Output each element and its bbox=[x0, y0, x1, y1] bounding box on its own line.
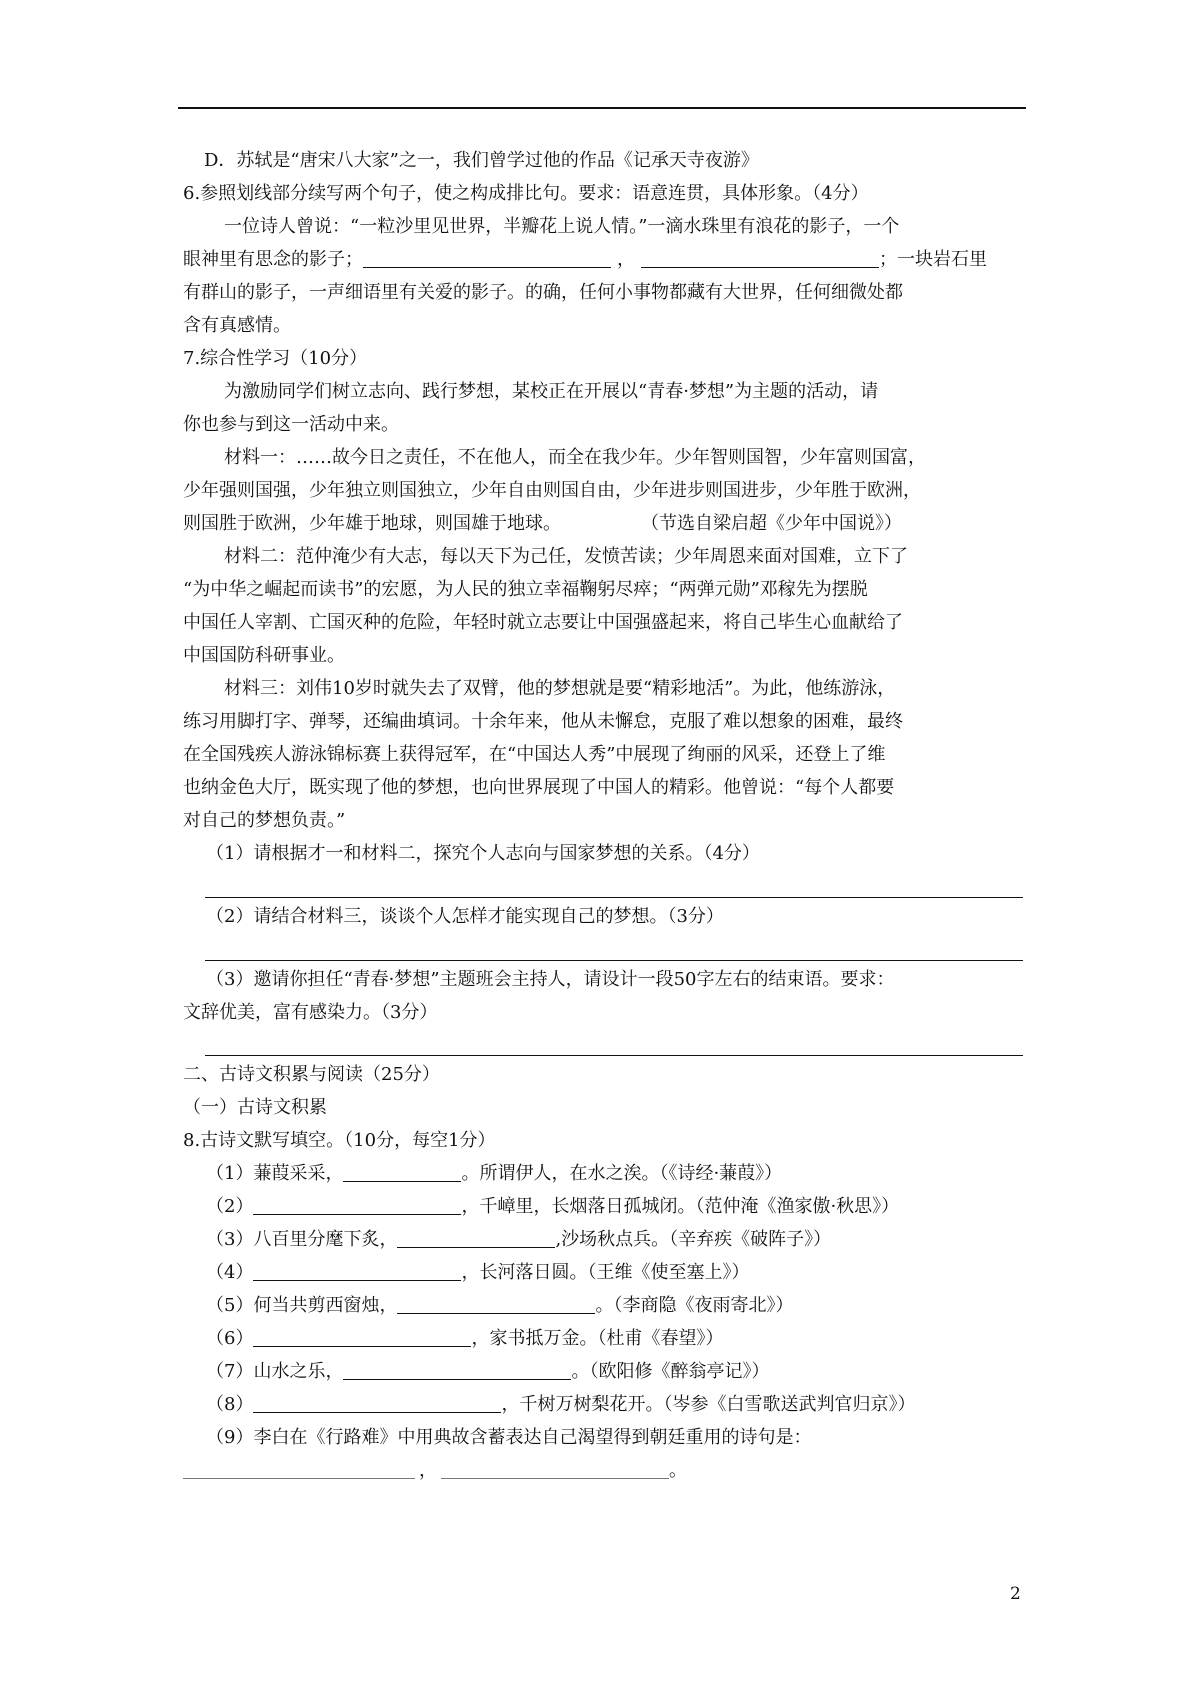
q8-item-4-start: （4） bbox=[206, 1262, 254, 1283]
q8-item-4-end: ，长河落日圆。（王维《使至塞上》） bbox=[461, 1262, 750, 1283]
q6-line2-start: 眼神里有思念的影子； bbox=[183, 249, 363, 270]
q7-sub3-line1: （3）邀请你担任“青春·梦想”主题班会主持人，请设计一段50字左右的结束语。要求： bbox=[206, 969, 895, 990]
section2-title: 二、古诗文积累与阅读（25分） bbox=[183, 1064, 440, 1085]
q7-sub1-answer-line[interactable] bbox=[205, 897, 1023, 898]
q7-title: 7.综合性学习（10分） bbox=[183, 348, 368, 369]
q7-intro-2: 你也参与到这一活动中来。 bbox=[183, 414, 399, 435]
q8-item-3-end: ,沙场秋点兵。（辛弃疾《破阵子》） bbox=[555, 1229, 832, 1250]
q6-line2-end: ；一块岩石里 bbox=[879, 249, 987, 270]
q8-item-7-start: （7）山水之乐， bbox=[206, 1361, 344, 1382]
header-rule bbox=[178, 107, 1026, 109]
material2-line3: 中国任人宰割、亡国灭种的危险，年轻时就立志要让中国强盛起来，将自己毕生心血献给了 bbox=[183, 612, 903, 633]
q8-item-9-blanks bbox=[183, 1458, 687, 1488]
q8-item-3-start: （3）八百里分麾下炙， bbox=[206, 1229, 398, 1250]
material2-line2: “为中华之崛起而读书”的宏愿，为人民的独立幸福鞠躬尽瘁；“两弹元勋”邓稼先为摆脱 bbox=[183, 579, 868, 600]
material3-line3: 在全国残疾人游泳锦标赛上获得冠军，在“中国达人秀”中展现了绚丽的风采，还登上了维 bbox=[183, 744, 886, 765]
material1-source: （节选自梁启超《少年中国说》） bbox=[641, 513, 902, 534]
q8-item-6-start: （6） bbox=[206, 1328, 254, 1349]
q8-title: 8.古诗文默写填空。（10分，每空1分） bbox=[183, 1130, 496, 1151]
q8-item-5-start: （5）何当共剪西窗烛， bbox=[206, 1295, 398, 1316]
q8-blank-3[interactable] bbox=[397, 1227, 555, 1248]
q6-line3: 有群山的影子，一声细语里有关爱的影子。的确，任何小事物都藏有大世界，任何细微处都 bbox=[183, 282, 903, 303]
q8-item-9-end: 。 bbox=[669, 1460, 687, 1481]
q7-sub2: （2）请结合材料三，谈谈个人怎样才能实现自己的梦想。（3分） bbox=[206, 906, 724, 927]
q8-blank-6[interactable] bbox=[253, 1326, 471, 1347]
material3-line5: 对自己的梦想负责。” bbox=[183, 810, 346, 831]
q8-item-8-end: ，千树万树梨花开。（岑参《白雪歌送武判官归京》） bbox=[501, 1394, 916, 1415]
q7-sub2-answer-line[interactable] bbox=[205, 960, 1023, 961]
q8-item-2 bbox=[206, 1194, 899, 1224]
q6-line4: 含有真感情。 bbox=[183, 315, 291, 336]
page-number: 2 bbox=[1010, 1584, 1021, 1604]
material1-line3 bbox=[183, 511, 902, 541]
q8-item-2-end: ，千嶂里，长烟落日孤城闭。（范仲淹《渔家傲·秋思》） bbox=[461, 1196, 900, 1217]
q8-item-9: （9）李白在《行路难》中用典故含蓄表达自己渴望得到朝廷重用的诗句是： bbox=[206, 1427, 812, 1448]
q8-blank-2[interactable] bbox=[253, 1194, 461, 1215]
q8-item-7-end: 。（欧阳修《醉翁亭记》） bbox=[571, 1361, 770, 1382]
q8-item-5 bbox=[206, 1293, 793, 1323]
material3-line2: 练习用脚打字、弹琴，还编曲填词。十余年来，他从未懈怠，克服了难以想象的困难，最终 bbox=[183, 711, 903, 732]
material3-line1: 材料三：刘伟10岁时就失去了双臂，他的梦想就是要“精彩地活”。为此，他练游泳， bbox=[224, 678, 896, 699]
q8-item-6 bbox=[206, 1326, 723, 1356]
q5-option-d: D．苏轼是“唐宋八大家”之一，我们曾学过他的作品《记承天寺夜游》 bbox=[204, 150, 759, 171]
q8-item-1-end: 。所谓伊人，在水之涘。（《诗经·蒹葭》） bbox=[461, 1163, 783, 1184]
q6-blank-1[interactable] bbox=[363, 247, 611, 268]
q8-blank-7[interactable] bbox=[343, 1359, 571, 1380]
q6-line2-comma: ， bbox=[617, 249, 635, 270]
q8-item-3 bbox=[206, 1227, 831, 1257]
material1-line2: 少年强则国强，少年独立则国独立，少年自由则国自由，少年进步则国进步，少年胜于欧洲， bbox=[183, 480, 921, 501]
q7-sub1: （1）请根据才一和材料二，探究个人志向与国家梦想的关系。（4分） bbox=[206, 843, 760, 864]
material1-text: 则国胜于欧洲，少年雄于地球，则国雄于地球。 bbox=[183, 513, 561, 534]
q8-item-1 bbox=[206, 1161, 782, 1191]
material2-line1: 材料二：范仲淹少有大志，每以天下为己任，发愤苦读；少年周恩来面对国难，立下了 bbox=[224, 546, 908, 567]
q8-blank-9b[interactable] bbox=[441, 1458, 669, 1479]
q8-blank-4[interactable] bbox=[253, 1260, 461, 1281]
q8-item-5-end: 。（李商隐《夜雨寄北》） bbox=[595, 1295, 794, 1316]
q6-title: 6.参照划线部分续写两个句子，使之构成排比句。要求：语意连贯，具体形象。（4分） bbox=[183, 183, 869, 204]
material1-line1: 材料一：……故今日之责任，不在他人，而全在我少年。少年智则国智，少年富则国富， bbox=[224, 447, 926, 468]
q8-item-8-start: （8） bbox=[206, 1394, 254, 1415]
q8-item-4 bbox=[206, 1260, 749, 1290]
q8-item-9-separator: ， bbox=[419, 1460, 437, 1481]
q6-line1: 一位诗人曾说：“一粒沙里见世界，半瓣花上说人情。”一滴水珠里有浪花的影子，一个 bbox=[224, 216, 900, 237]
q6-blank-2[interactable] bbox=[641, 247, 879, 268]
section2-subtitle: （一）古诗文积累 bbox=[183, 1097, 327, 1118]
q7-sub3-answer-line[interactable] bbox=[205, 1055, 1023, 1056]
material3-line4: 也纳金色大厅，既实现了他的梦想，也向世界展现了中国人的精彩。他曾说：“每个人都要 bbox=[183, 777, 895, 798]
q8-blank-5[interactable] bbox=[397, 1293, 595, 1314]
q8-blank-9a[interactable] bbox=[183, 1458, 415, 1479]
q7-intro-1: 为激励同学们树立志向、践行梦想，某校正在开展以“青春·梦想”为主题的活动，请 bbox=[224, 381, 879, 402]
q8-blank-1[interactable] bbox=[343, 1161, 461, 1182]
q8-blank-8[interactable] bbox=[253, 1392, 501, 1413]
q8-item-2-start: （2） bbox=[206, 1196, 254, 1217]
q8-item-1-start: （1）蒹葭采采， bbox=[206, 1163, 344, 1184]
q8-item-7 bbox=[206, 1359, 769, 1389]
q8-item-8 bbox=[206, 1392, 915, 1422]
q7-sub3-line2: 文辞优美，富有感染力。（3分） bbox=[183, 1002, 438, 1023]
q6-line2 bbox=[183, 247, 987, 277]
material2-line4: 中国国防科研事业。 bbox=[183, 645, 345, 666]
q8-item-6-end: ，家书抵万金。（杜甫《春望》） bbox=[471, 1328, 724, 1349]
